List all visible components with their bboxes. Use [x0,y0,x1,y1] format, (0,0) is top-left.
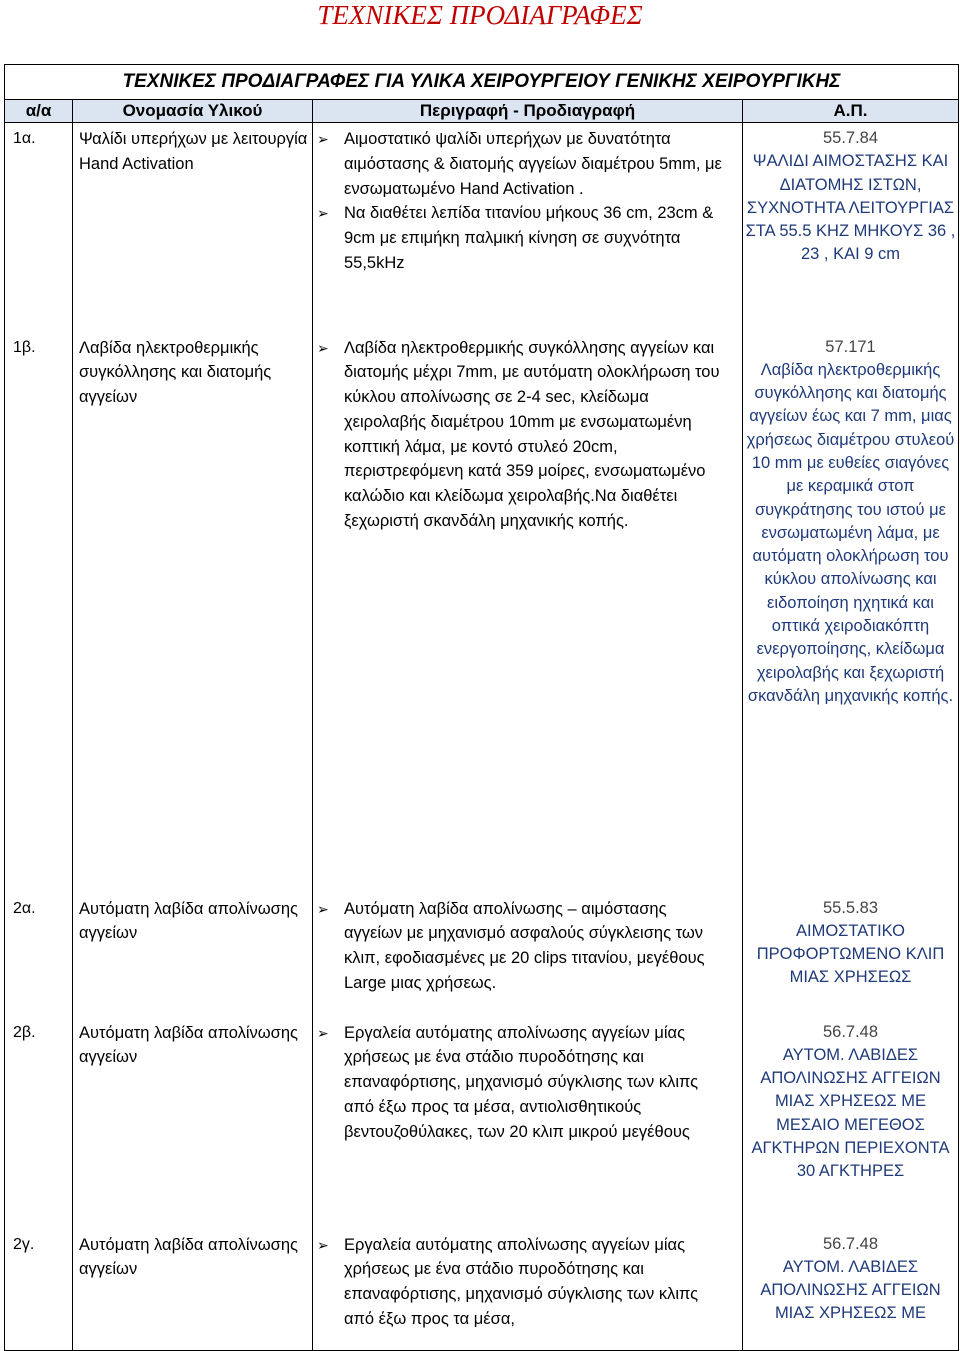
desc-bullet: ➢ Αιμοστατικό ψαλίδι υπερήχων με δυνατότητα αιμόστασης & διατομής αγγείων διαμέτρου 5mm, με ενσωματωμένο Hand Activation . [317,127,728,201]
page-title: ΤΕΧΝΙΚΕΣ ΠΡΟΔΙΑΓΡΑΦΕΣ [317,0,643,30]
row-name: Λαβίδα ηλεκτροθερμικής συγκόλλησης και διατομής αγγείων [73,332,313,893]
table-header-row [5,100,959,123]
row-num: 1α. [5,123,73,332]
row-desc [313,1229,743,1351]
code-number: 55.5.83 [822,898,879,917]
row-code [743,1229,959,1351]
arrow-bullet-icon: ➢ [317,131,329,147]
row-name: Αυτόματη λαβίδα απολίνωσης αγγείων [73,1229,313,1351]
row-num: 1β. [5,332,73,893]
desc-bullet: ➢ Λαβίδα ηλεκτροθερμικής συγκόλλησης αγγείων και διατομής μέχρι 7mm, με αυτόματη ολοκλήρωση του κύκλου απολίνωσης σε 2-4 sec, κλείδωμα χειρολαβής διαμέτρου 10mm με ενσωματωμένη κοπτική λάμα, με κοντό στυλεό 20cm, περιστρεφόμενη κατά 359 μοίρες, ενσωματωμένο καλώδιο και κλείδωμα χειρολαβής.Να διαθέτει ξεχωριστή σκανδάλη μηχανικής κοπής. [317,336,728,534]
row-code [743,332,959,893]
row-desc [313,1017,743,1229]
row-desc [313,893,743,1017]
code-text: ΑΥΤΟΜ. ΛΑΒΙΔΕΣ ΑΠΟΛΙΝΩΣΗΣ ΑΓΓΕΙΩΝ ΜΙΑΣ ΧΡΗΣΕΩΣ ΜΕ ΜΕΣΑΙΟ ΜΕΓΕΘΟΣ ΑΓΚΤΗΡΩΝ ΠΕΡΙΕΧΟΝΤΑ 30 ΑΓΚΤΗΡΕΣ [751,1045,950,1181]
row-name: Αυτόματη λαβίδα απολίνωσης αγγείων [73,1017,313,1229]
desc-bullet: ➢ Αυτόματη λαβίδα απολίνωσης – αιμόστασης αγγείων με μηχανισμό ασφαλούς σύγκλεισης των κλιπ, εφοδιασμένες με 20 clips τιτανίου, μεγέθους Large μιας χρήσεως. [317,897,728,996]
row-code [743,1017,959,1229]
row-num: 2β. [5,1017,73,1229]
code-text: ΑΥΤΟΜ. ΛΑΒΙΔΕΣ ΑΠΟΛΙΝΩΣΗΣ ΑΓΓΕΙΩΝ ΜΙΑΣ ΧΡΗΣΕΩΣ ΜΕ [760,1257,941,1323]
arrow-bullet-icon: ➢ [317,900,329,917]
table-row [5,1229,959,1351]
row-num: 2γ. [5,1229,73,1351]
arrow-bullet-icon: ➢ [317,205,329,222]
header-code: Α.Π. [743,100,959,123]
arrow-bullet-icon: ➢ [317,1024,329,1041]
arrow-bullet-icon: ➢ [317,1236,329,1253]
table-title-row [5,65,959,100]
code-number: 56.7.48 [822,1234,879,1253]
table-row [5,893,959,1017]
row-num: 2α. [5,893,73,1017]
arrow-bullet-icon: ➢ [317,339,329,356]
table-row [5,332,959,893]
code-number: 56.7.48 [822,1022,879,1041]
table-row [5,1017,959,1229]
desc-bullet: ➢ Εργαλεία αυτόματης απολίνωσης αγγείων μίας χρήσεως με ένα στάδιο πυροδότησης και επαναφόρτισης, μηχανισμό σύγκλισης των κλιπς από έξω προς τα μέσα, [317,1233,728,1332]
code-number: 55.7.84 [822,129,879,147]
row-desc [313,332,743,893]
desc-bullet: ➢ Να διαθέτει λεπίδα τιτανίου μήκους 36 cm, 23cm & 9cm με επιμήκη παλμική κίνηση σε συχνότητα 55,5kHz [317,201,728,275]
header-name: Ονομασία Υλικού [73,100,313,123]
code-text: ΑΙΜΟΣΤΑΤΙΚΟ ΠΡΟΦΟΡΤΩΜΕΝΟ ΚΛΙΠ ΜΙΑΣ ΧΡΗΣΕΩΣ [756,921,945,987]
row-name: Ψαλίδι υπερήχων με λειτουργία Hand Activation [73,123,313,332]
row-code [743,893,959,1017]
desc-bullet: ➢ Εργαλεία αυτόματης απολίνωσης αγγείων μίας χρήσεως με ένα στάδιο πυροδότησης και επαναφόρτισης, μηχανισμό σύγκλισης των κλιπς από έξω προς τα μέσα, αντιολισθητικούς βεντουζοθύλακες, των 20 κλιπ μικρού μεγέθους [317,1021,728,1145]
header-desc: Περιγραφή - Προδιαγραφή [313,100,743,123]
table-row [5,123,959,332]
row-code [743,123,959,332]
row-name: Αυτόματη λαβίδα απολίνωσης αγγείων [73,893,313,1017]
header-num: α/α [5,100,73,123]
table-title: ΤΕΧΝΙΚΕΣ ΠΡΟΔΙΑΓΡΑΦΕΣ ΓΙΑ ΥΛΙΚΑ ΧΕΙΡΟΥΡΓΕΙΟΥ ΓΕΝΙΚΗΣ ΧΕΙΡΟΥΡΓΙΚΗΣ [5,65,959,100]
code-text: Λαβίδα ηλεκτροθερμικής συγκόλλησης και διατομής αγγείων έως και 7 mm, μιας χρήσεως διαμέτρου στυλεού 10 mm με ευθείες σιαγόνες με κεραμικά στοπ συγκράτησης του ιστού με ενσωματωμένη λάμα, με αυτόματη ολοκλήρωση του κύκλου απολίνωσης και ειδοποίηση ηχητικά και οπτικά χειροδιακόπτη ενεργοποίησης, κλείδωμα χειρολαβής και ξεχωριστή σκανδάλη μηχανικής κοπής. [746,360,955,705]
row-desc [313,123,743,332]
spec-table [4,64,959,1351]
code-number: 57.171 [825,337,876,356]
code-text: ΨΑΛΙΔΙ ΑΙΜΟΣΤΑΣΗΣ ΚΑΙ ΔΙΑΤΟΜΗΣ ΙΣΤΩΝ, ΣΥΧΝΟΤΗΤΑ ΛΕΙΤΟΥΡΓΙΑΣ ΣΤΑ 55.5 ΚΗΖ ΜΗΚΟΥΣ 36 , 23 , ΚΑΙ 9 cm [745,152,956,264]
